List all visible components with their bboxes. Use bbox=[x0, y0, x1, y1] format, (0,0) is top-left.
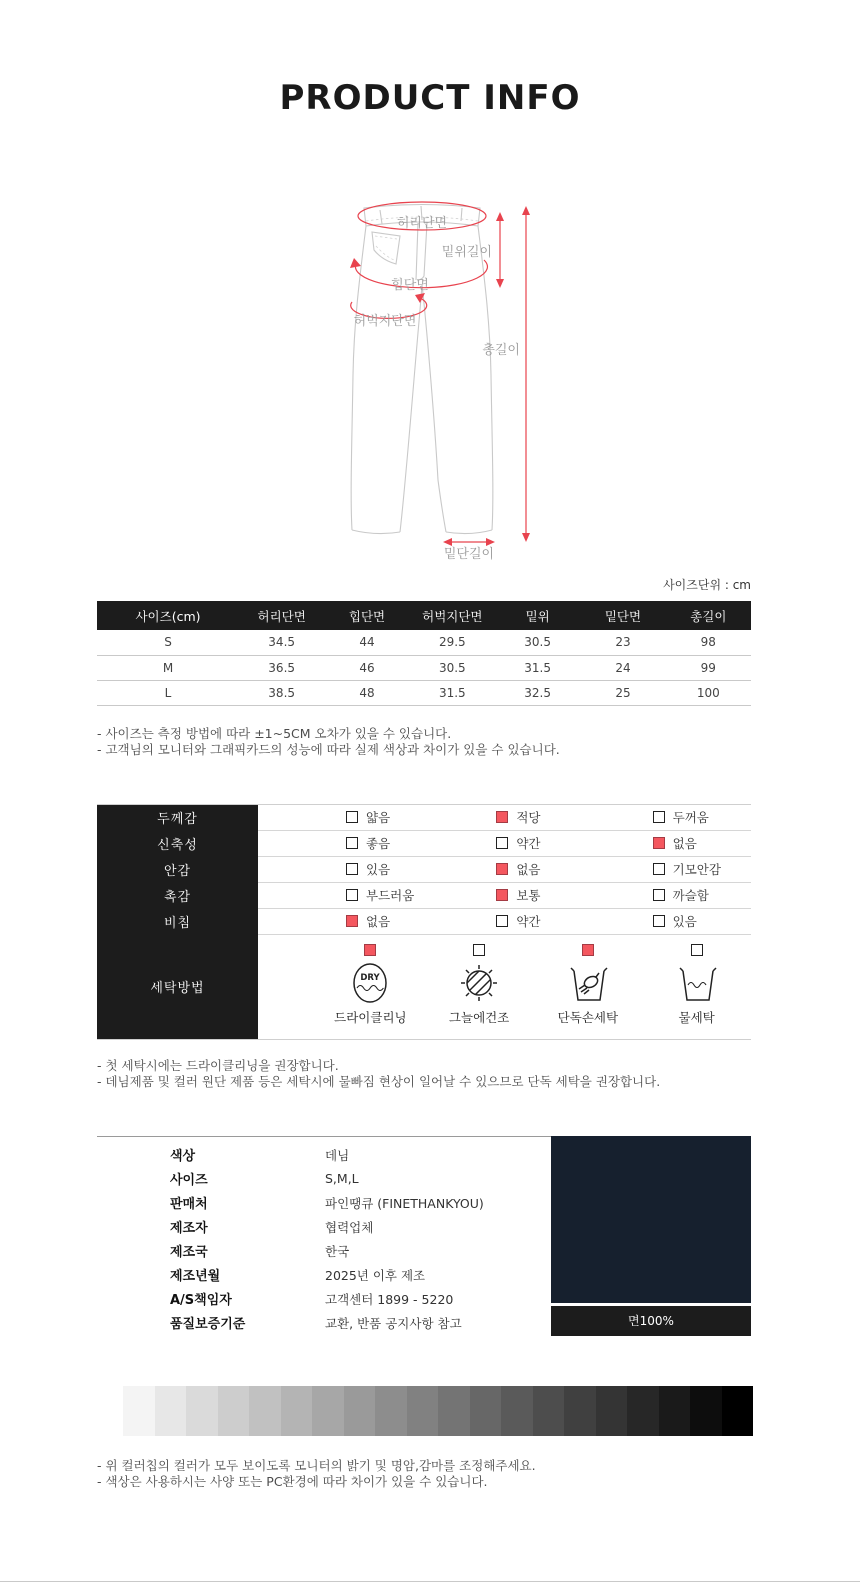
detail-value: 협력업체 bbox=[325, 1219, 374, 1235]
diagram-label-waist: 허리단면 bbox=[396, 216, 448, 231]
size-table-row bbox=[97, 680, 751, 705]
colorchip-cell bbox=[218, 1386, 250, 1436]
wash-row-label: 세탁방법 bbox=[97, 935, 258, 1039]
detail-value: 고객센터 1899 - 5220 bbox=[325, 1291, 454, 1307]
fabric-option bbox=[258, 831, 444, 856]
water-wash-icon bbox=[674, 962, 720, 1004]
colorchip-cell bbox=[155, 1386, 187, 1436]
size-table-cell: 32.5 bbox=[495, 680, 580, 705]
fabric-option bbox=[444, 909, 594, 934]
diagram-label-thigh: 허벅지단면 bbox=[353, 314, 417, 329]
checked-checkbox-icon bbox=[653, 837, 665, 849]
fabric-row bbox=[97, 909, 751, 935]
wash-method bbox=[425, 944, 534, 1031]
size-table-cell: S bbox=[97, 630, 239, 655]
detail-value: 교환, 반품 공지사항 참고 bbox=[325, 1315, 462, 1331]
detail-label: 사이즈 bbox=[170, 1173, 208, 1188]
colorchip-cell bbox=[375, 1386, 407, 1436]
bottom-divider bbox=[0, 1581, 860, 1582]
wash-method bbox=[534, 944, 643, 1031]
size-table-cell: 30.5 bbox=[410, 655, 495, 680]
size-table-cell: 44 bbox=[324, 630, 409, 655]
colorchip-cell bbox=[596, 1386, 628, 1436]
size-table-header-cell: 사이즈(cm) bbox=[97, 601, 239, 630]
size-table-cell: 25 bbox=[580, 680, 665, 705]
fabric-row bbox=[97, 831, 751, 857]
size-table-cell: 98 bbox=[666, 630, 751, 655]
colorchip-cell bbox=[407, 1386, 439, 1436]
colorchip-cell bbox=[470, 1386, 502, 1436]
colorchip-cell bbox=[533, 1386, 565, 1436]
fabric-row-label: 신축성 bbox=[97, 831, 258, 857]
size-table-cell: 36.5 bbox=[239, 655, 324, 680]
fabric-property-table bbox=[97, 804, 751, 1040]
fabric-option bbox=[444, 857, 594, 882]
size-table-cell: 31.5 bbox=[410, 680, 495, 705]
colorchip-cell bbox=[123, 1386, 155, 1436]
detail-row bbox=[97, 1215, 551, 1239]
unchecked-checkbox-icon bbox=[653, 915, 665, 927]
fabric-option-label: 기모안감 bbox=[672, 862, 721, 877]
colorchip-cell bbox=[312, 1386, 344, 1436]
size-table-cell: 99 bbox=[666, 655, 751, 680]
wash-method bbox=[642, 944, 751, 1031]
fabric-option bbox=[595, 857, 751, 882]
fabric-row-label: 안감 bbox=[97, 857, 258, 883]
fabric-row-options bbox=[258, 831, 751, 857]
detail-value: 파인땡큐 (FINETHANKYOU) bbox=[325, 1195, 484, 1211]
note-line: - 사이즈는 측정 방법에 따라 ±1~5CM 오차가 있을 수 있습니다. bbox=[97, 725, 452, 741]
size-table-cell: 31.5 bbox=[495, 655, 580, 680]
fabric-option bbox=[258, 909, 444, 934]
fabric-option bbox=[258, 857, 444, 882]
colorchip-cell bbox=[186, 1386, 218, 1436]
fabric-option-label: 약간 bbox=[516, 914, 541, 929]
colorchip-cell bbox=[690, 1386, 722, 1436]
note-line: - 색상은 사용하시는 사양 또는 PC환경에 따라 차이가 있을 수 있습니다. bbox=[97, 1474, 488, 1489]
detail-value: 데님 bbox=[325, 1147, 350, 1163]
size-table-cell: 100 bbox=[666, 680, 751, 705]
fabric-row bbox=[97, 857, 751, 883]
size-table-header-cell: 허리단면 bbox=[239, 601, 324, 630]
wash-method-label: 단독손세탁 bbox=[557, 1009, 619, 1025]
size-table-cell: 46 bbox=[324, 655, 409, 680]
fabric-composition-caption: 면100% bbox=[551, 1306, 751, 1336]
note-line: - 위 컬러칩의 컬러가 모두 보이도록 모니터의 밝기 및 명암,감마를 조정해주세요. bbox=[97, 1457, 536, 1473]
detail-label: 제조년월 bbox=[170, 1269, 221, 1284]
size-table-cell: 30.5 bbox=[495, 630, 580, 655]
diagram-label-hem: 밑단길이 bbox=[443, 547, 495, 562]
detail-value: S,M,L bbox=[325, 1171, 359, 1186]
fabric-row-label: 비침 bbox=[97, 909, 258, 935]
fabric-row-label: 두께감 bbox=[97, 805, 258, 831]
detail-row bbox=[97, 1311, 551, 1335]
fabric-row-options bbox=[258, 805, 751, 831]
grayscale-colorchip-strip bbox=[123, 1386, 753, 1436]
size-table bbox=[97, 601, 751, 706]
fabric-row-options bbox=[258, 909, 751, 935]
unchecked-checkbox-icon bbox=[346, 811, 358, 823]
size-table-cell: 38.5 bbox=[239, 680, 324, 705]
unchecked-checkbox-icon bbox=[691, 944, 703, 956]
pants-measurement-diagram bbox=[330, 190, 550, 562]
colorchip-cell bbox=[281, 1386, 313, 1436]
detail-label: A/S책임자 bbox=[170, 1293, 232, 1308]
pants-diagram-svg bbox=[330, 190, 550, 562]
size-table-header-row bbox=[97, 601, 751, 630]
fabric-option-label: 없음 bbox=[672, 836, 697, 851]
detail-value: 한국 bbox=[325, 1243, 350, 1259]
size-table-header-cell: 힙단면 bbox=[324, 601, 409, 630]
detail-label: 제조자 bbox=[170, 1221, 208, 1236]
detail-value: 2025년 이후 제조 bbox=[325, 1267, 426, 1283]
dry-cleaning-icon bbox=[347, 962, 393, 1004]
unchecked-checkbox-icon bbox=[653, 863, 665, 875]
unchecked-checkbox-icon bbox=[496, 915, 508, 927]
diagram-label-hip: 힙단면 bbox=[391, 278, 429, 293]
fabric-photo-column bbox=[551, 1136, 751, 1336]
detail-label: 품질보증기준 bbox=[170, 1317, 246, 1332]
colorchip-cell bbox=[659, 1386, 691, 1436]
fabric-option bbox=[595, 831, 751, 856]
fabric-row-options bbox=[258, 857, 751, 883]
detail-row bbox=[97, 1287, 551, 1311]
colorchip-cell bbox=[249, 1386, 281, 1436]
unchecked-checkbox-icon bbox=[346, 863, 358, 875]
fabric-option-label: 없음 bbox=[516, 862, 541, 877]
colorchip-cell bbox=[344, 1386, 376, 1436]
fabric-row bbox=[97, 805, 751, 831]
wash-method-label: 물세탁 bbox=[678, 1009, 715, 1025]
colorchip-cell bbox=[501, 1386, 533, 1436]
svg-text:DRY: DRY bbox=[360, 972, 381, 983]
note-line: - 고객님의 모니터와 그래픽카드의 성능에 따라 실제 색상과 차이가 있을 수 있습니다. bbox=[97, 742, 560, 757]
fabric-option bbox=[258, 805, 444, 830]
checked-checkbox-icon bbox=[496, 889, 508, 901]
colorchip-cell bbox=[564, 1386, 596, 1436]
unchecked-checkbox-icon bbox=[346, 889, 358, 901]
fabric-option-label: 두꺼움 bbox=[672, 810, 709, 825]
note-line: - 데님제품 및 컬러 원단 제품 등은 세탁시에 물빠짐 현상이 일어날 수 있으므로 단독 세탁을 권장합니다. bbox=[97, 1074, 661, 1089]
fabric-option-label: 없음 bbox=[366, 914, 391, 929]
size-table-header-cell: 밑단면 bbox=[580, 601, 665, 630]
size-table-header-cell: 허벅지단면 bbox=[410, 601, 495, 630]
checked-checkbox-icon bbox=[364, 944, 376, 956]
fabric-option bbox=[444, 831, 594, 856]
fabric-option-label: 부드러움 bbox=[366, 888, 415, 903]
fabric-option-label: 좋음 bbox=[366, 836, 391, 851]
colorchip-cell bbox=[722, 1386, 754, 1436]
fabric-row-options bbox=[258, 883, 751, 909]
size-table-cell: L bbox=[97, 680, 239, 705]
wash-method-options bbox=[258, 935, 751, 1039]
unchecked-checkbox-icon bbox=[496, 837, 508, 849]
fabric-option-label: 적당 bbox=[516, 810, 541, 825]
detail-row bbox=[97, 1239, 551, 1263]
product-details-table bbox=[97, 1136, 551, 1336]
fabric-option bbox=[444, 805, 594, 830]
fabric-option bbox=[595, 909, 751, 934]
size-table-cell: 24 bbox=[580, 655, 665, 680]
fabric-row-label: 촉감 bbox=[97, 883, 258, 909]
checked-checkbox-icon bbox=[496, 811, 508, 823]
checked-checkbox-icon bbox=[582, 944, 594, 956]
note-line: - 첫 세탁시에는 드라이클리닝을 권장합니다. bbox=[97, 1057, 339, 1073]
fabric-option bbox=[444, 883, 594, 908]
size-table-row bbox=[97, 655, 751, 680]
wash-method-row bbox=[97, 935, 751, 1039]
checked-checkbox-icon bbox=[496, 863, 508, 875]
page-title: PRODUCT INFO bbox=[279, 78, 581, 118]
fabric-option bbox=[595, 805, 751, 830]
diagram-label-rise: 밑위길이 bbox=[441, 245, 492, 260]
unchecked-checkbox-icon bbox=[473, 944, 485, 956]
size-table-row bbox=[97, 630, 751, 655]
size-notes bbox=[97, 726, 751, 759]
size-table-cell: 48 bbox=[324, 680, 409, 705]
size-table-cell: 23 bbox=[580, 630, 665, 655]
size-unit-note: 사이즈단위 : cm bbox=[663, 578, 751, 592]
detail-label: 제조국 bbox=[170, 1245, 208, 1260]
colorchip-cell bbox=[438, 1386, 470, 1436]
unchecked-checkbox-icon bbox=[346, 837, 358, 849]
wash-method-label: 그늘에건조 bbox=[448, 1009, 510, 1025]
denim-fabric-photo bbox=[551, 1136, 751, 1303]
colorchip-notes bbox=[97, 1458, 751, 1491]
size-table-header-cell: 밑위 bbox=[495, 601, 580, 630]
fabric-option-label: 있음 bbox=[366, 862, 391, 877]
fabric-option-label: 까슬함 bbox=[672, 888, 709, 903]
detail-row bbox=[97, 1143, 551, 1167]
product-details-section bbox=[97, 1136, 751, 1336]
fabric-option-label: 있음 bbox=[672, 914, 697, 929]
checked-checkbox-icon bbox=[346, 915, 358, 927]
unchecked-checkbox-icon bbox=[653, 889, 665, 901]
fabric-option-label: 약간 bbox=[516, 836, 541, 851]
colorchip-cell bbox=[627, 1386, 659, 1436]
fabric-option-label: 얇음 bbox=[366, 810, 391, 825]
detail-label: 판매처 bbox=[170, 1197, 208, 1212]
size-table-cell: M bbox=[97, 655, 239, 680]
detail-row bbox=[97, 1263, 551, 1287]
detail-row bbox=[97, 1167, 551, 1191]
shade-dry-icon bbox=[456, 962, 502, 1004]
size-table-cell: 29.5 bbox=[410, 630, 495, 655]
size-table-header-cell: 총길이 bbox=[666, 601, 751, 630]
fabric-row bbox=[97, 883, 751, 909]
size-table-cell: 34.5 bbox=[239, 630, 324, 655]
detail-label: 색상 bbox=[170, 1149, 196, 1164]
wash-method bbox=[316, 944, 425, 1031]
unchecked-checkbox-icon bbox=[653, 811, 665, 823]
fabric-option bbox=[258, 883, 444, 908]
wash-notes bbox=[97, 1058, 751, 1091]
diagram-label-total: 총길이 bbox=[482, 343, 520, 358]
hand-wash-icon bbox=[565, 962, 611, 1004]
fabric-option bbox=[595, 883, 751, 908]
wash-method-label: 드라이클리닝 bbox=[334, 1009, 407, 1025]
fabric-option-label: 보통 bbox=[516, 888, 541, 903]
detail-row bbox=[97, 1191, 551, 1215]
